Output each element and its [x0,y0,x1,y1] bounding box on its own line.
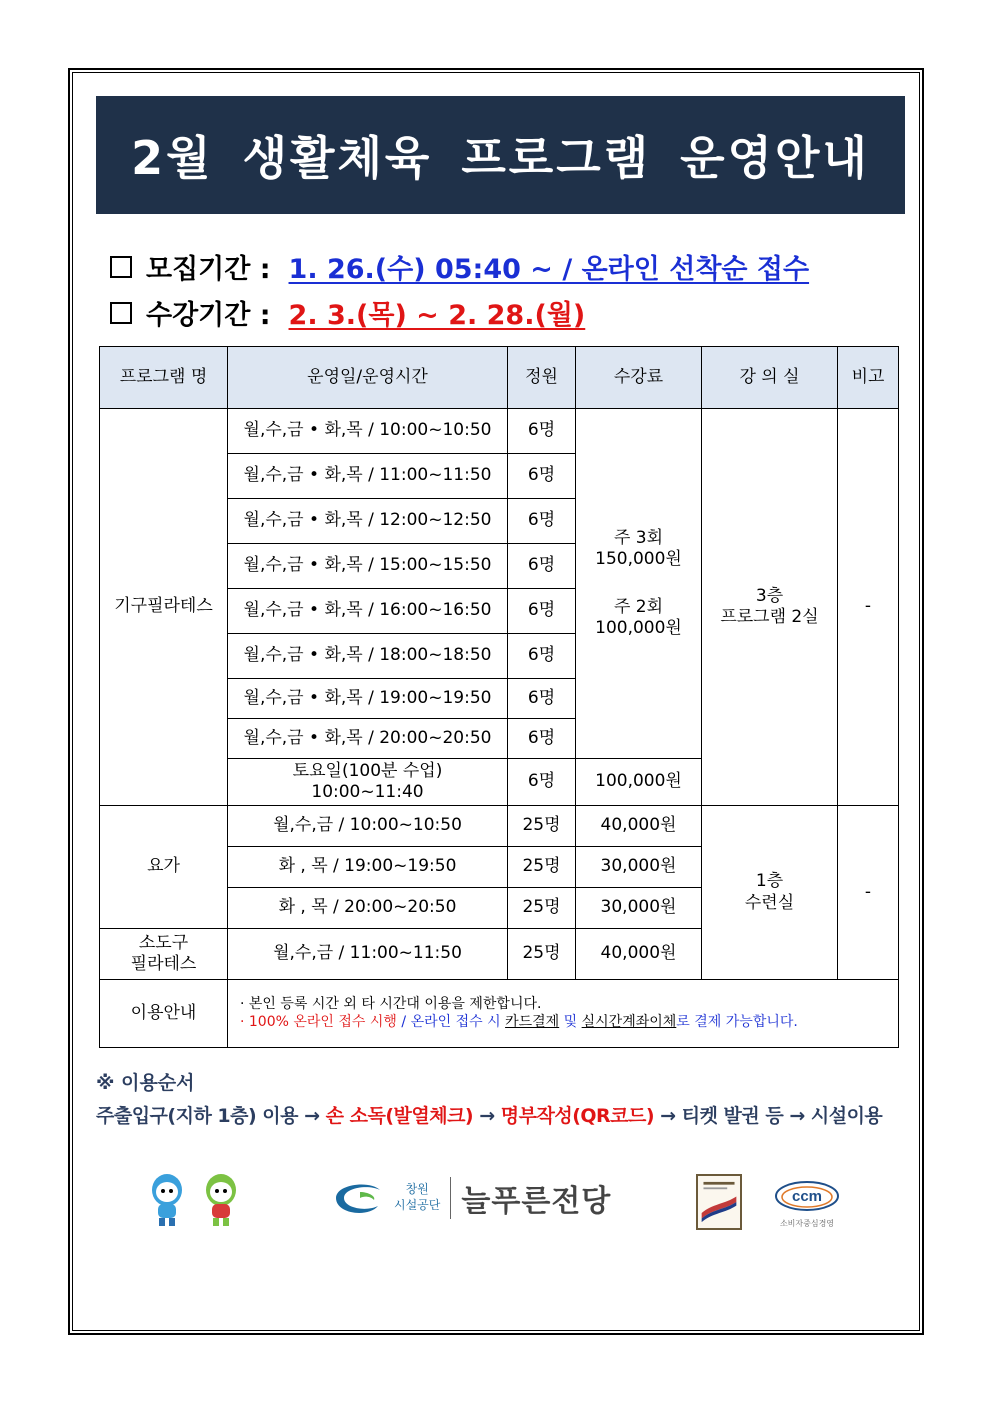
ccm-text: ccm [791,1188,823,1205]
org-swoosh-icon [330,1176,386,1220]
fee-label: 주 3회 [613,528,664,548]
guide-text: 로 결제 가능합니다. [676,1013,798,1030]
ccm-logo [774,1180,840,1229]
guide-content [228,980,899,1048]
note-cell: - [838,806,899,980]
capacity-cell: 6명 [508,679,576,719]
header-cell: 운영일/운영시간 [228,347,508,409]
guide-line-2 [240,1014,898,1032]
time-cell: 월,수,금 / 11:00~11:50 [228,929,508,980]
time-cell: 월,수,금 • 화,목 / 12:00~12:50 [228,499,508,544]
table-row [100,409,899,454]
capacity-cell: 25명 [508,929,576,980]
room-cell-yoga [702,806,838,980]
fee-cell: 30,000원 [576,847,702,888]
capacity-cell: 6명 [508,634,576,679]
order-arrow: → [473,1105,501,1127]
org-big-name: 늘푸른전당 [461,1184,612,1219]
mascot-green-icon [198,1170,244,1228]
capacity-cell: 6명 [508,589,576,634]
note-cell: - [838,409,899,806]
header-cell: 정원 [508,347,576,409]
room-name: 수련실 [744,892,795,913]
time-cell: 화 , 목 / 20:00~20:50 [228,888,508,929]
fee-amount: 100,000원 [595,617,682,638]
guide-online: · 100% 온라인 접수 시행 [240,1013,397,1030]
header-cell: 프로그램 명 [100,347,228,409]
fee-cell: 100,000원 [576,759,702,806]
capacity-cell: 6명 [508,499,576,544]
page-title: 2월 생활체육 프로그램 운영안내 [96,96,905,214]
program-name-pilates: 기구필라테스 [100,409,228,806]
program-name-yoga: 요가 [100,806,228,929]
capacity-cell: 6명 [508,544,576,589]
recruit-period [110,247,819,286]
capacity-cell: 25명 [508,847,576,888]
time-cell: 월,수,금 • 화,목 / 20:00~20:50 [228,719,508,759]
table-header-row [100,347,899,409]
time-cell: 화 , 목 / 19:00~19:50 [228,847,508,888]
recruit-value: 1. 26.(수) 05:40 ~ / 온라인 선착순 접수 [289,247,820,286]
order-step: 주출입구(지하 1층) 이용 → [96,1105,326,1127]
time-cell: 월,수,금 • 화,목 / 11:00~11:50 [228,454,508,499]
fee-cell: 30,000원 [576,888,702,929]
logo-divider [450,1177,451,1219]
order-steps [96,1101,882,1128]
capacity-cell: 6명 [508,454,576,499]
mascot-blue-icon [144,1170,190,1228]
capacity-cell: 6명 [508,719,576,759]
program-name-small-pilates [100,929,228,980]
course-value: 2. 3.(목) ~ 2. 28.(월) [288,300,586,331]
guide-text: / 온라인 접수 시 [396,1013,506,1030]
fee-label: 주 2회 [613,596,664,617]
course-label: 수강기간 : [146,300,271,331]
guide-transfer: 실시간계좌이체 [581,1013,677,1030]
capacity-cell: 25명 [508,888,576,929]
table-row [100,806,899,847]
org-logo [330,1176,611,1220]
table-row-guide [100,980,899,1048]
order-step: 명부작성(QR코드) [500,1105,655,1127]
room-cell-pilates [702,409,838,806]
room-floor: 1층 [755,871,784,892]
guide-card: 카드결제 [505,1013,560,1030]
time-cell: 월,수,금 • 화,목 / 15:00~15:50 [228,544,508,589]
org-small-line: 창원 [405,1182,429,1197]
time-cell: 월,수,금 / 10:00~10:50 [228,806,508,847]
course-period [110,293,595,332]
time-cell-saturday [228,759,508,806]
capacity-cell: 6명 [508,409,576,454]
certification-badge-icon [696,1174,742,1230]
saturday-time: 10:00~11:40 [311,782,424,802]
saturday-label: 토요일(100분 수업) [292,760,443,781]
guide-label: 이용안내 [100,980,228,1048]
header-cell: 비고 [838,347,899,409]
capacity-cell: 25명 [508,806,576,847]
header-cell: 수강료 [576,347,702,409]
capacity-cell: 6명 [508,759,576,806]
header-cell: 강 의 실 [702,347,838,409]
order-step: 손 소독(발열체크) [325,1105,474,1127]
ccm-subtitle: 소비자중심경영 [779,1219,835,1228]
time-cell: 월,수,금 • 화,목 / 16:00~16:50 [228,589,508,634]
schedule-table [99,346,899,1048]
room-name: 프로그램 2실 [720,607,819,627]
fee-amount: 150,000원 [595,549,682,570]
ccm-oval-icon [774,1180,840,1212]
org-small-name [394,1182,440,1213]
recruit-label: 모집기간 : [146,254,271,285]
fee-cell-pilates [576,409,702,759]
time-cell: 월,수,금 • 화,목 / 10:00~10:50 [228,409,508,454]
order-step: → 티켓 발권 등 → 시설이용 [654,1105,883,1127]
program-name-line: 필라테스 [130,954,197,974]
room-floor: 3층 [755,585,784,606]
guide-text: 및 [559,1013,582,1030]
footer-logos [140,1170,860,1240]
order-heading: ※ 이용순서 [96,1072,195,1094]
fee-cell: 40,000원 [576,929,702,980]
fee-cell: 40,000원 [576,806,702,847]
org-small-line: 시설공단 [394,1198,441,1212]
program-name-line: 소도구 [138,932,189,953]
time-cell: 월,수,금 • 화,목 / 18:00~18:50 [228,634,508,679]
time-cell: 월,수,금 • 화,목 / 19:00~19:50 [228,679,508,719]
checkbox-icon [110,256,132,278]
guide-line-1: · 본인 등록 시간 외 타 시간대 이용을 제한합니다. [240,996,542,1012]
checkbox-icon [110,302,132,324]
